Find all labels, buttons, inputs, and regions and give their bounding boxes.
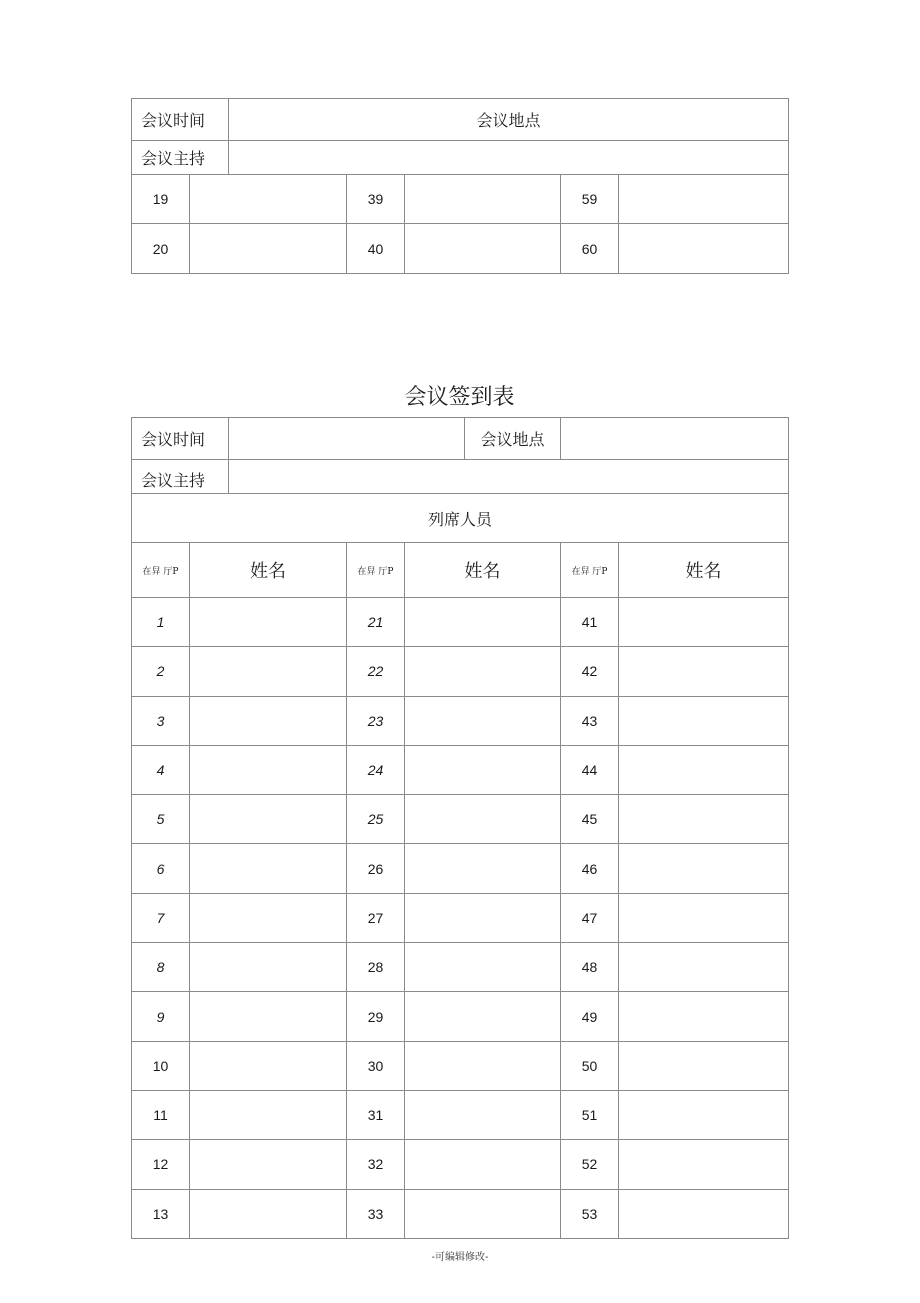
name-field[interactable]: [619, 224, 789, 274]
attendees-header: 列席人员: [132, 494, 789, 543]
seq-number: 21: [347, 598, 405, 647]
name-field[interactable]: [619, 1140, 789, 1189]
name-header: 姓名: [619, 543, 789, 598]
name-field[interactable]: [405, 1090, 561, 1139]
seq-number: 32: [347, 1140, 405, 1189]
seq-number: 19: [132, 175, 190, 224]
table-row: [132, 1041, 789, 1090]
name-field[interactable]: [619, 745, 789, 794]
seq-number: 60: [561, 224, 619, 274]
seq-number: 5: [132, 795, 190, 844]
meeting-host-field[interactable]: [229, 460, 789, 494]
seq-number: 42: [561, 647, 619, 696]
name-field[interactable]: [190, 696, 347, 745]
name-field[interactable]: [619, 175, 789, 224]
table-row: [132, 175, 789, 224]
name-header: 姓名: [405, 543, 561, 598]
table-row: [132, 795, 789, 844]
seq-number: 44: [561, 745, 619, 794]
meeting-place-field[interactable]: [561, 418, 789, 460]
name-field[interactable]: [405, 696, 561, 745]
name-header: 姓名: [190, 543, 347, 598]
seq-number: 51: [561, 1090, 619, 1139]
seq-number: 48: [561, 943, 619, 992]
meeting-host-label: 会议主持: [132, 460, 229, 494]
seq-number: 4: [132, 745, 190, 794]
footer-note: -可编辑修改-: [431, 1252, 489, 1263]
seq-number: 30: [347, 1041, 405, 1090]
meeting-place-label: 会议地点: [465, 418, 561, 460]
name-field[interactable]: [405, 1140, 561, 1189]
name-field[interactable]: [619, 992, 789, 1041]
seq-number: 26: [347, 844, 405, 893]
name-field[interactable]: [619, 696, 789, 745]
name-field[interactable]: [405, 224, 561, 274]
seq-number: 31: [347, 1090, 405, 1139]
name-field[interactable]: [190, 175, 347, 224]
name-field[interactable]: [190, 992, 347, 1041]
table-row: [132, 224, 789, 274]
seq-number: 23: [347, 696, 405, 745]
table-row: [132, 844, 789, 893]
name-field[interactable]: [405, 795, 561, 844]
name-field[interactable]: [619, 1189, 789, 1238]
name-field[interactable]: [190, 224, 347, 274]
seq-number: 2: [132, 647, 190, 696]
name-field[interactable]: [619, 893, 789, 942]
name-field[interactable]: [190, 844, 347, 893]
name-field[interactable]: [405, 175, 561, 224]
name-field[interactable]: [405, 893, 561, 942]
meeting-host-label: 会议主持: [132, 141, 229, 175]
seq-number: 46: [561, 844, 619, 893]
table-row: [132, 696, 789, 745]
seq-number: 3: [132, 696, 190, 745]
name-field[interactable]: [190, 745, 347, 794]
seq-number: 45: [561, 795, 619, 844]
seq-header: 在舁 厅P: [561, 543, 619, 598]
seq-number: 9: [132, 992, 190, 1041]
name-field[interactable]: [619, 598, 789, 647]
seq-number: 10: [132, 1041, 190, 1090]
name-field[interactable]: [619, 1090, 789, 1139]
name-field[interactable]: [190, 893, 347, 942]
name-field[interactable]: [190, 1140, 347, 1189]
seq-header: 在舁 厅P: [132, 543, 190, 598]
seq-number: 29: [347, 992, 405, 1041]
name-field[interactable]: [619, 795, 789, 844]
table-row: [132, 647, 789, 696]
name-field[interactable]: [190, 795, 347, 844]
seq-number: 50: [561, 1041, 619, 1090]
page-title: 会议签到表: [404, 385, 515, 410]
name-field[interactable]: [405, 844, 561, 893]
seq-number: 43: [561, 696, 619, 745]
seq-number: 49: [561, 992, 619, 1041]
seq-number: 33: [347, 1189, 405, 1238]
table-row: [132, 992, 789, 1041]
column-header-row: [132, 543, 789, 598]
seq-number: 20: [132, 224, 190, 274]
table-row: [132, 943, 789, 992]
table-row: [132, 893, 789, 942]
name-field[interactable]: [405, 745, 561, 794]
seq-number: 22: [347, 647, 405, 696]
seq-header: 在舁 厅P: [347, 543, 405, 598]
name-field[interactable]: [405, 647, 561, 696]
table-row: [132, 1090, 789, 1139]
name-field[interactable]: [405, 598, 561, 647]
meeting-time-label: 会议时间: [132, 418, 229, 460]
name-field[interactable]: [619, 647, 789, 696]
name-field[interactable]: [405, 943, 561, 992]
seq-number: 41: [561, 598, 619, 647]
name-field[interactable]: [190, 943, 347, 992]
seq-number: 39: [347, 175, 405, 224]
name-field[interactable]: [405, 1189, 561, 1238]
seq-number: 1: [132, 598, 190, 647]
seq-number: 52: [561, 1140, 619, 1189]
seq-number: 8: [132, 943, 190, 992]
seq-number: 27: [347, 893, 405, 942]
name-field[interactable]: [405, 992, 561, 1041]
name-field[interactable]: [190, 647, 347, 696]
name-field[interactable]: [619, 943, 789, 992]
seq-number: 25: [347, 795, 405, 844]
meeting-host-field[interactable]: [229, 141, 789, 175]
seq-number: 40: [347, 224, 405, 274]
name-field[interactable]: [190, 1189, 347, 1238]
table-row: [132, 1140, 789, 1189]
main-signin-table: [131, 417, 789, 1239]
seq-number: 7: [132, 893, 190, 942]
name-field[interactable]: [190, 598, 347, 647]
seq-number: 11: [132, 1090, 190, 1139]
seq-number: 6: [132, 844, 190, 893]
table-row: [132, 598, 789, 647]
name-field[interactable]: [405, 1041, 561, 1090]
seq-number: 13: [132, 1189, 190, 1238]
seq-number: 47: [561, 893, 619, 942]
seq-number: 59: [561, 175, 619, 224]
meeting-time-field[interactable]: [229, 418, 465, 460]
name-field[interactable]: [619, 1041, 789, 1090]
seq-number: 28: [347, 943, 405, 992]
table-row: [132, 1189, 789, 1238]
name-field[interactable]: [190, 1090, 347, 1139]
name-field[interactable]: [619, 844, 789, 893]
seq-number: 24: [347, 745, 405, 794]
meeting-place-label: 会议地点: [229, 99, 789, 141]
table-row: [132, 745, 789, 794]
seq-number: 12: [132, 1140, 190, 1189]
meeting-time-label: 会议时间: [132, 99, 229, 141]
name-field[interactable]: [190, 1041, 347, 1090]
top-signin-table: [131, 98, 789, 274]
seq-number: 53: [561, 1189, 619, 1238]
